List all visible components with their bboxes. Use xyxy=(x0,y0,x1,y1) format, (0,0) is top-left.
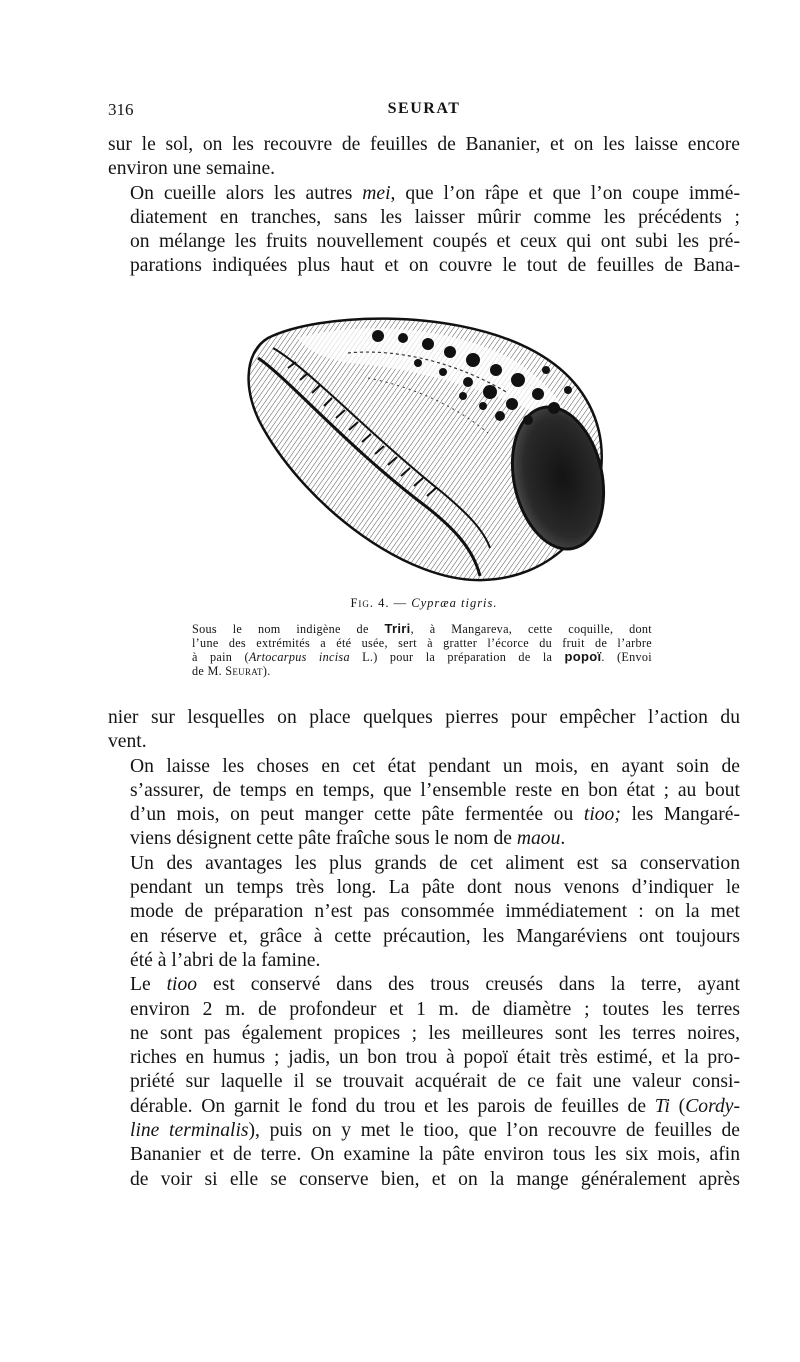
text-line: line terminalis), puis on y met le tioo, que l’on recouvre de feuilles de xyxy=(130,1120,741,1142)
text-line: d’un mois, on peut manger cette pâte fermentée ou tioo; les Mangaré- xyxy=(130,804,740,826)
page-number: 316 xyxy=(108,100,134,119)
paragraph xyxy=(108,973,740,1192)
text-line: sur le sol, on les recouvre de feuilles de Bananier, et on les laisse encore xyxy=(108,134,740,155)
text-line: vent. xyxy=(108,731,147,753)
caption-line: Sous le nom indigène de Triri, à Mangareva, cette coquille, dont xyxy=(192,621,652,636)
paragraph xyxy=(108,182,740,279)
text-line: riches en humus ; jadis, un bon trou à popoï était très estimé, et la pro- xyxy=(130,1047,740,1069)
text-line: en réserve et, grâce à cette précaution, les Mangaréviens ont toujours xyxy=(130,925,740,947)
figure-caption xyxy=(192,622,652,678)
paragraph xyxy=(108,755,740,852)
text-line: diatement en tranches, sans les laisser mûrir comme les précédents ; xyxy=(130,206,740,228)
text-line: On laisse les choses en cet état pendant un mois, en ayant soin de xyxy=(130,755,740,777)
text-line: s’assurer, de temps en temps, que l’ensemble reste en bon état ; au bout xyxy=(130,779,740,801)
shell-illustration xyxy=(228,308,612,586)
text-line: Bananier et de terre. On examine la pâte environ tous les six mois, afin xyxy=(130,1144,740,1166)
text-line: nier sur lesquelles on place quelques pierres pour empêcher l’action du xyxy=(108,707,740,728)
text-block-top xyxy=(108,133,740,279)
text-line: on mélange les fruits nouvellement coupés et ceux qui ont subi les pré- xyxy=(130,231,740,253)
text-line: environ une semaine. xyxy=(108,158,276,180)
text-line: environ 2 m. de profondeur et 1 m. de diamètre ; toutes les terres xyxy=(130,998,740,1020)
paragraph-continuation xyxy=(108,706,740,755)
text-line: priété sur laquelle il se trouvait acquérait de ce fait une valeur consi- xyxy=(130,1071,740,1093)
caption-line: de M. Seurat). xyxy=(192,663,271,678)
text-line: Le tioo est conservé dans des trous creusés dans la terre, ayant xyxy=(130,974,740,996)
text-line: pendant un temps très long. La pâte dont nous venons d’indiquer le xyxy=(130,877,740,899)
paragraph-continuation xyxy=(108,133,740,182)
text-line: On cueille alors les autres mei, que l’on râpe et que l’on coupe immé- xyxy=(130,182,741,204)
text-line: été à l’abri de la famine. xyxy=(130,949,321,971)
text-line: viens désignent cette pâte fraîche sous le nom de maou. xyxy=(130,828,566,850)
text-line: Un des avantages les plus grands de cet aliment est sa conservation xyxy=(130,852,740,874)
caption-line: l’une des extrémités a été usée, sert à gratter l’écorce du fruit de l’arbre xyxy=(192,635,652,650)
running-head: SEURAT xyxy=(387,100,461,117)
paragraph xyxy=(108,852,740,973)
text-line: dérable. On garnit le fond du trou et les parois de feuilles de Ti (Cordy- xyxy=(130,1095,740,1117)
page-header xyxy=(108,100,740,124)
cowrie-shell-icon xyxy=(228,308,612,586)
figure-caption-title: Fig. 4. — Cypræa tigris. xyxy=(350,596,498,610)
text-line: ne sont pas également propices ; les meilleures sont les terres noires, xyxy=(130,1022,740,1044)
caption-line: à pain (Artocarpus incisa L.) pour la préparation de la popoï. (Envoi xyxy=(192,649,652,664)
text-line: parations indiquées plus haut et on couvre le tout de feuilles de Bana- xyxy=(130,255,740,277)
text-line: mode de préparation n’est pas consommée immédiatement : on la met xyxy=(130,901,740,923)
text-line: de voir si elle se conserve bien, et on la mange généralement après xyxy=(130,1168,740,1190)
text-block-bottom xyxy=(108,706,740,1192)
